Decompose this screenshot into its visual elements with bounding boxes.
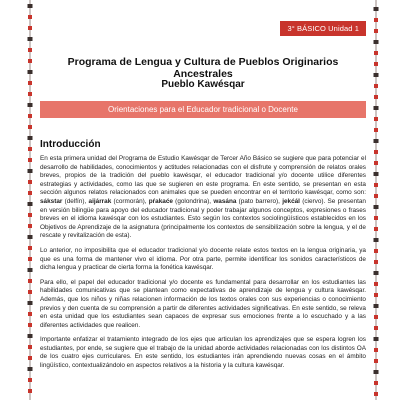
border-stitch [374,271,379,275]
border-stitch [374,260,378,264]
border-stitch [374,359,378,363]
border-stitch [28,37,33,41]
border-stitch [28,15,32,19]
border-stitch [28,92,32,96]
border-stitch [374,370,379,374]
border-stitch [28,169,33,173]
border-stitch [374,150,378,154]
border-stitch [28,345,32,349]
right-decorative-border [373,0,379,400]
border-stitch [374,304,379,308]
unit-label: 3° BÁSICO Unidad 1 [280,21,366,36]
document-page [40,0,366,400]
border-stitch [374,205,379,209]
paragraph-1-rest: Se presentan en versión bilingüe para apoyo del educador tradicional y poder trabajar algunos conceptos, expresiones o frases breves en el idioma kawésqar con los estudiantes. Esto según los contextos sociolingüísticos establecidos en los Objetivos de Aprendizaje de la asignatura (principalmente los contextos de sensibilización sobre la lengua, y el de rescate y revitalización de esta). [40,197,366,240]
border-stitch [28,59,32,63]
border-stitch [374,128,378,132]
word-gloss: (ciervo). [299,197,328,205]
border-stitch [28,257,32,261]
border-stitch [28,4,33,8]
border-stitch [374,293,378,297]
left-decorative-border [27,0,33,400]
border-stitch [28,312,32,316]
border-stitch [28,290,32,294]
border-stitch [374,282,378,286]
border-stitch [28,235,33,239]
program-subtitle: Pueblo Kawésqar [161,79,245,90]
border-stitch [374,95,378,99]
border-stitch [374,348,378,352]
border-stitch [374,326,378,330]
border-stitch [374,7,379,11]
border-stitch [374,194,378,198]
kawesqar-word: aijárrak [88,197,112,205]
border-stitch [28,279,32,283]
border-stitch [28,180,32,184]
border-stitch [28,224,32,228]
kawesqar-word: pŕakaće [148,197,173,205]
border-stitch [28,202,33,206]
program-title: Programa de Lengua y Cultura de Pueblos Originarios Ancestrales [67,56,339,80]
kawesqar-word: wasána [213,197,237,205]
border-stitch [374,62,378,66]
border-stitch [28,268,33,272]
border-stitch [374,18,378,22]
border-stitch [28,301,33,305]
border-stitch [28,136,33,140]
border-stitch [28,48,32,52]
border-stitch [28,378,32,382]
kawesqar-word: jekćál [282,197,300,205]
section-heading: Introducción [40,139,101,150]
border-stitch [28,323,32,327]
border-stitch [28,81,32,85]
border-stitch [374,337,379,341]
word-gloss: (delfín), [62,197,89,205]
border-stitch [28,114,32,118]
border-stitch [374,315,378,319]
word-gloss: (cormorán), [111,197,149,205]
border-stitch [28,246,32,250]
word-gloss: (pato barrero), [236,197,283,205]
border-stitch [374,183,378,187]
border-stitch [28,356,32,360]
border-stitch [28,103,33,107]
border-stitch [374,51,378,55]
border-stitch [374,392,378,396]
border-stitch [374,40,379,44]
border-stitch [374,73,379,77]
paragraph-1-intro: En esta primera unidad del Programa de Estudio Kawésqar de Tercer Año Básico se sugiere que para potenciar el desarrollo de habilidades, conocimientos y actitudes relacionadas con el disfrute y comprensión de relatos orales breves, propios de la tradición del pueblo kawésqar, el educador tradicional y/o docente utilice diferentes estrategias y actividades, como las que se sugieren en este programa. En este sentido, se presentan en esta sección algunos relatos relacionados con animales que se pueden encontrar en el territorio kawésqar, como son: [40,155,366,197]
border-stitch [28,213,32,217]
border-stitch [374,84,378,88]
border-stitch [374,238,379,242]
paragraph-2: Lo anterior, no imposibilita que el educador tradicional y/o docente relate estos textos en la lengua originaria, ya que es una forma de mantener vivo el idioma. Por otra parte, permite identificar los sonidos característicos de dicha lengua y practicar de cierta forma la fonética kawésqar. [40,246,366,272]
border-stitch [28,389,32,393]
border-stitch [374,117,378,121]
border-stitch [28,26,32,30]
border-stitch [28,70,33,74]
border-stitch [374,106,379,110]
border-stitch [374,216,378,220]
paragraph-4: Importante enfatizar el tratamiento integrado de los ejes que articulan los aprendizajes que se espera logren los estudiantes, por ende, se sugiere que el trabajo de la unidad aborde actividades relacionadas con los distintos OA de los cuatro ejes curriculares. En este sentido, los estudiantes irán aprendiendo nuevas cosas en el ámbito lingüístico, contextualizándolo en aspectos relativos a la historia y la cultura kawésqar. [40,336,366,370]
border-stitch [374,139,379,143]
word-gloss: (golondrina), [172,197,214,205]
border-stitch [374,172,379,176]
border-stitch [374,161,378,165]
body-text [40,155,366,377]
paragraph-1 [40,155,366,241]
border-stitch [28,158,32,162]
border-stitch [28,125,32,129]
section-banner: Orientaciones para el Educador tradicional o Docente [40,101,366,118]
kawesqar-word: sákstar [40,197,63,205]
border-stitch [374,29,378,33]
border-stitch [374,227,378,231]
border-stitch [374,249,378,253]
border-stitch [28,147,32,151]
border-stitch [28,334,33,338]
border-stitch [28,367,33,371]
border-stitch [28,191,32,195]
border-stitch [374,381,378,385]
paragraph-3: Para ello, el papel del educador tradicional y/o docente es fundamental para desarrollar en los estudiantes las habilidades comunicativas que se plantean como expectativas de aprendizaje de lengua y cultura kawésqar. Además, que los niños y niñas relacionen información de los textos orales con sus experiencias o conocimiento previos y den cuenta de su comprensión a partir de diferentes actividades significativas. En este sentido, se releva en esta unidad que los estudiantes sean capaces de expresar sus emociones frente a lo escuchado y a las diferentes actividades que realicen. [40,278,366,329]
